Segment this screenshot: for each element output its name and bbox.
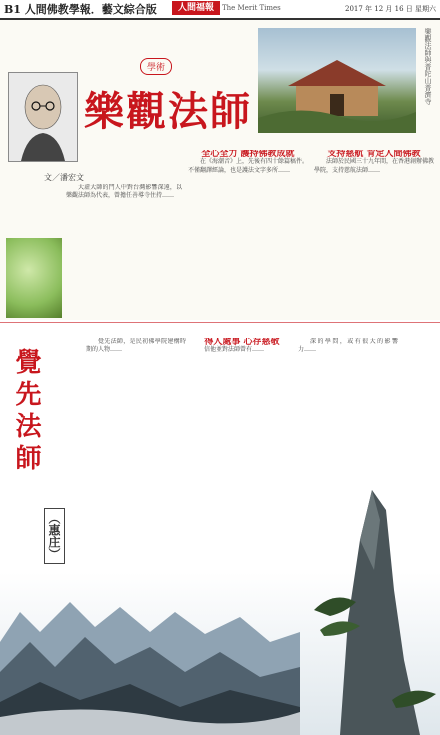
column-text: 深的學問，或有很大的影響力…… bbox=[298, 338, 398, 354]
photo-caption: 樂觀法師與普陀山普濟寺 bbox=[424, 28, 432, 105]
portrait-photo bbox=[8, 72, 78, 162]
newspaper-logo-en: The Merit Times bbox=[222, 4, 281, 12]
subheading: 得人處事 心存慈敬 bbox=[204, 338, 280, 347]
article-column-3 bbox=[314, 150, 434, 314]
cliff-pine-image bbox=[300, 480, 440, 735]
column-text: 信他並對法師曾有…… bbox=[204, 346, 265, 354]
bottom-article-title: 覺先法師 bbox=[11, 348, 41, 476]
section-divider bbox=[0, 322, 440, 323]
masthead bbox=[0, 0, 440, 20]
byline: 文／潘宏文 bbox=[44, 173, 84, 182]
column-text: 在《海潮音》上，先後有四十餘篇稿件。不僅翻譯經論，也是護法文字多所…… bbox=[188, 158, 308, 174]
bottom-column-3 bbox=[298, 338, 398, 468]
column-text: 覺先法師，是民初佛學院建構時期的人物…… bbox=[86, 338, 186, 354]
temple-photo bbox=[258, 28, 416, 133]
section-tag: 學術 bbox=[140, 58, 172, 75]
bottom-article-author: （惠庄） bbox=[44, 508, 65, 564]
portrait-icon bbox=[9, 73, 77, 161]
issue-date: 2017 年 12 月 16 日 星期六 bbox=[345, 5, 436, 13]
column-text: 大虛大師的門人中對台灣影響深遠，以樂觀法師為代表，曾擔任善導寺住持…… bbox=[66, 184, 182, 200]
subheading: 全心全力 護持佛教成就 bbox=[201, 150, 295, 159]
subheading: 支持慈航 肯定人間佛教 bbox=[327, 150, 421, 159]
article-column-1 bbox=[66, 184, 182, 314]
bottom-column-1 bbox=[86, 338, 186, 560]
leaves-photo bbox=[6, 238, 62, 318]
newspaper-logo: 人間福報 bbox=[172, 1, 220, 15]
temple-icon bbox=[258, 28, 416, 133]
column-text: 法師於民國三十九年間，在香港創辦佛教學院，支持慈航法師…… bbox=[314, 158, 434, 174]
bottom-column-2 bbox=[192, 338, 292, 560]
article-title: 樂觀法師 bbox=[84, 89, 252, 135]
section-label: B1 人間佛教學報．藝文綜合版 bbox=[4, 3, 157, 16]
article-column-2 bbox=[188, 150, 308, 314]
